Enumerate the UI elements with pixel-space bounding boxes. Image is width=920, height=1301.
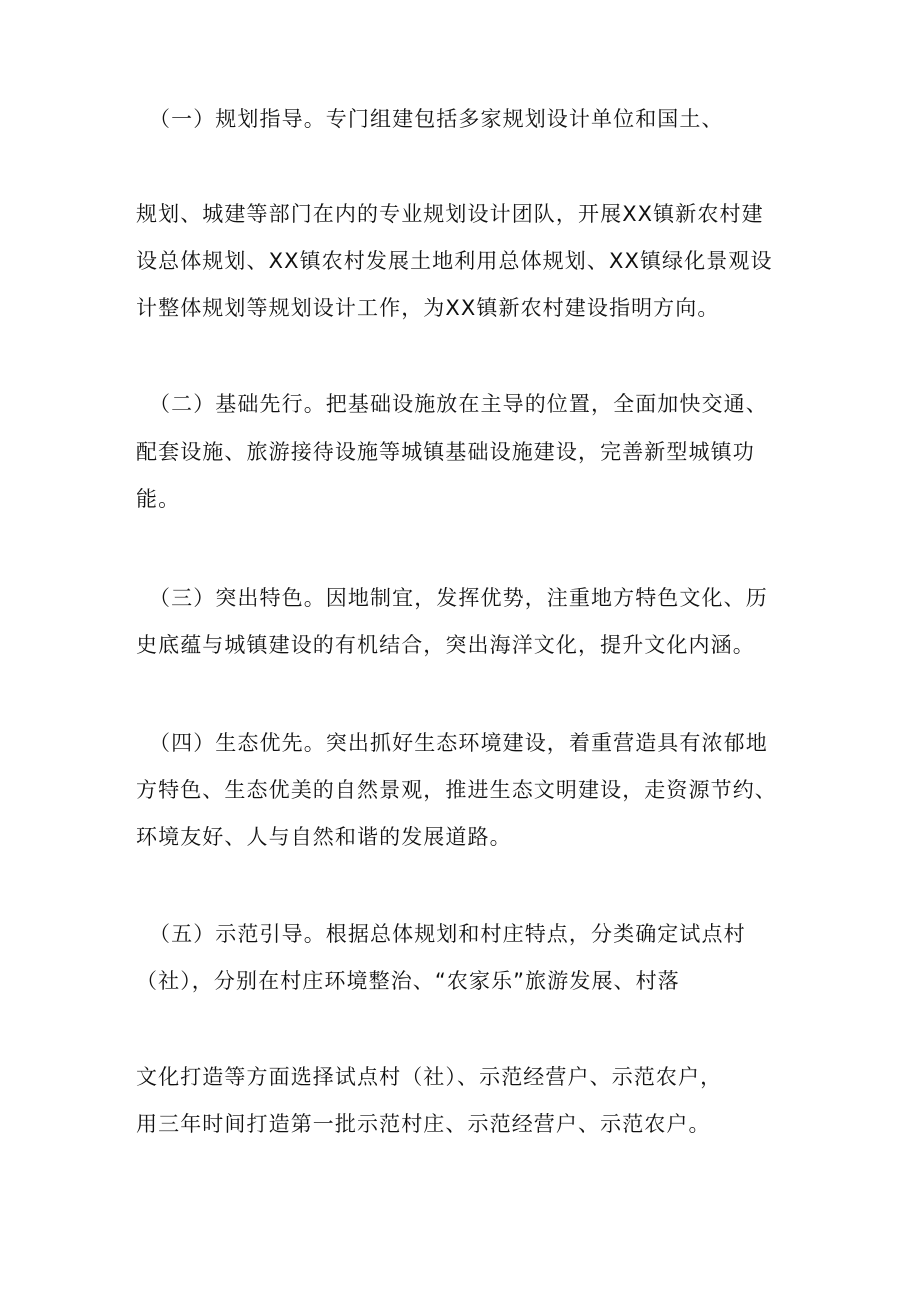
paragraph-6-line-1: （五）示范引导。根据总体规划和村庄特点，分类确定试点村 — [149, 922, 746, 946]
paragraph-4-line-1: （三）突出特色。因地制宜，发挥优势，注重地方特色文化、历 — [149, 586, 768, 610]
paragraph-2-line-1: 规划、城建等部门在内的专业规划设计团队，开展XX镇新农村建 — [136, 202, 764, 226]
paragraph-7-line-1: 文化打造等方面选择试点村（社）、示范经营户、示范农户， — [136, 1065, 723, 1089]
paragraph-5-line-2: 方特色、生态优美的自然景观，推进生态文明建设，走资源节约、 — [136, 778, 777, 802]
paragraph-5-line-1: （四）生态优先。突出抓好生态环境建设，着重营造具有浓郁地 — [149, 731, 768, 755]
paragraph-2-line-3: 计整体规划等规划设计工作，为XX镇新农村建设指明方向。 — [136, 296, 720, 320]
paragraph-3-line-1: （二）基础先行。把基础设施放在主导的位置，全面加快交通、 — [149, 392, 768, 416]
paragraph-6-line-2: （社），分别在村庄环境整治、“农家乐”旅游发展、村落 — [136, 969, 680, 993]
paragraph-3-line-2: 配套设施、旅游接待设施等城镇基础设施建设，完善新型城镇功 — [136, 440, 755, 464]
paragraph-3-line-3: 能。 — [136, 487, 181, 511]
paragraph-2-line-2: 设总体规划、XX镇农村发展土地利用总体规划、XX镇绿化景观设 — [136, 249, 773, 273]
paragraph-7-line-2: 用三年时间打造第一批示范村庄、示范经营户、示范农户。 — [136, 1112, 711, 1136]
paragraph-1-line-1: （一）规划指导。专门组建包括多家规划设计单位和国土、 — [149, 107, 724, 131]
paragraph-4-line-2: 史底蕴与城镇建设的有机结合，突出海洋文化，提升文化内涵。 — [136, 633, 755, 657]
paragraph-5-line-3: 环境友好、人与自然和谐的发展道路。 — [136, 825, 512, 849]
